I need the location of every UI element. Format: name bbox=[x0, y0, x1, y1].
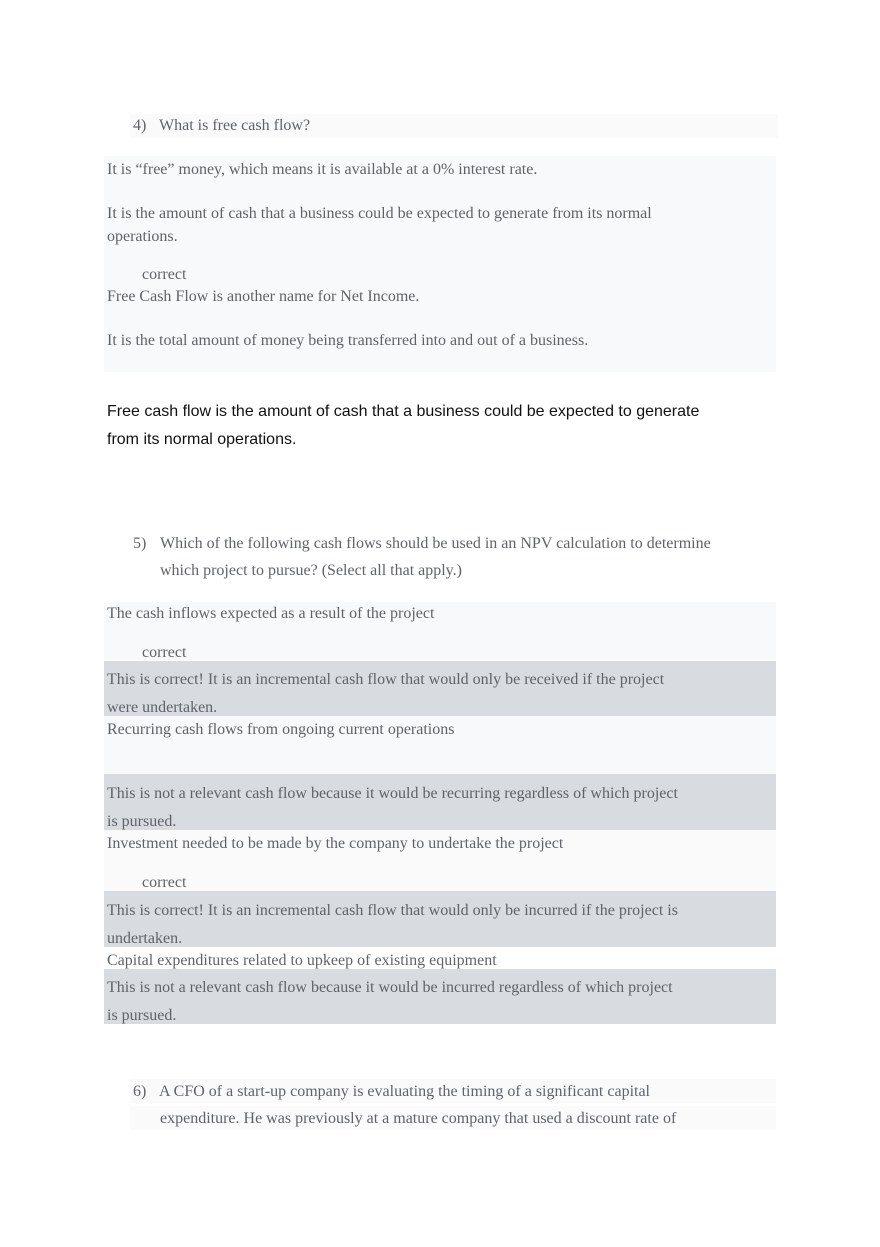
q5-feedback-1-line2: were undertaken. bbox=[107, 699, 218, 716]
q5-option-1-correct-label: correct bbox=[142, 644, 187, 661]
q5-number: 5) bbox=[133, 535, 147, 552]
q5-option-4[interactable]: Capital expenditures related to upkeep of existing equipment bbox=[107, 952, 497, 969]
q6-number: 6) bbox=[133, 1083, 147, 1100]
q4-option-3[interactable]: Free Cash Flow is another name for Net Income. bbox=[107, 288, 420, 305]
q4-correct-label: correct bbox=[142, 266, 187, 283]
q5-feedback-3-line2: undertaken. bbox=[107, 930, 183, 947]
q5-feedback-4-line1: This is not a relevant cash flow because it would be incurred regardless of which project bbox=[107, 979, 673, 996]
q4-option-4[interactable]: It is the total amount of money being transferred into and out of a business. bbox=[107, 332, 589, 349]
q4-number: 4) bbox=[133, 117, 147, 134]
q5-option-1[interactable]: The cash inflows expected as a result of the project bbox=[107, 605, 435, 622]
q6-question-line2: expenditure. He was previously at a mature company that used a discount rate of bbox=[160, 1110, 677, 1127]
q5-feedback-2-line2: is pursued. bbox=[107, 813, 177, 830]
q5-feedback-1-line1: This is correct! It is an incremental cash flow that would only be received if the project bbox=[107, 671, 665, 688]
q5-feedback-3-line1: This is correct! It is an incremental cash flow that would only be incurred if the project is bbox=[107, 902, 678, 919]
q4-option-1[interactable]: It is “free” money, which means it is available at a 0% interest rate. bbox=[107, 161, 538, 178]
q4-explanation-line1: Free cash flow is the amount of cash that a business could be expected to generate bbox=[107, 403, 700, 420]
q5-feedback-4-line2: is pursued. bbox=[107, 1007, 177, 1024]
q4-option-2-line2[interactable]: operations. bbox=[107, 228, 178, 245]
q5-option-2[interactable]: Recurring cash flows from ongoing current operations bbox=[107, 721, 455, 738]
q6-question-line1: A CFO of a start-up company is evaluating the timing of a significant capital bbox=[159, 1083, 650, 1100]
q5-option-3-correct-label: correct bbox=[142, 874, 187, 891]
q5-question-line2: which project to pursue? (Select all that apply.) bbox=[160, 562, 462, 579]
q5-feedback-2-line1: This is not a relevant cash flow because it would be recurring regardless of which project bbox=[107, 785, 678, 802]
q4-question: What is free cash flow? bbox=[159, 117, 311, 134]
q4-explanation-line2: from its normal operations. bbox=[107, 431, 297, 448]
q5-question-line1: Which of the following cash flows should be used in an NPV calculation to determine bbox=[160, 535, 711, 552]
q5-option-3[interactable]: Investment needed to be made by the company to undertake the project bbox=[107, 835, 564, 852]
q4-option-2-line1[interactable]: It is the amount of cash that a business could be expected to generate from its normal bbox=[107, 205, 652, 222]
